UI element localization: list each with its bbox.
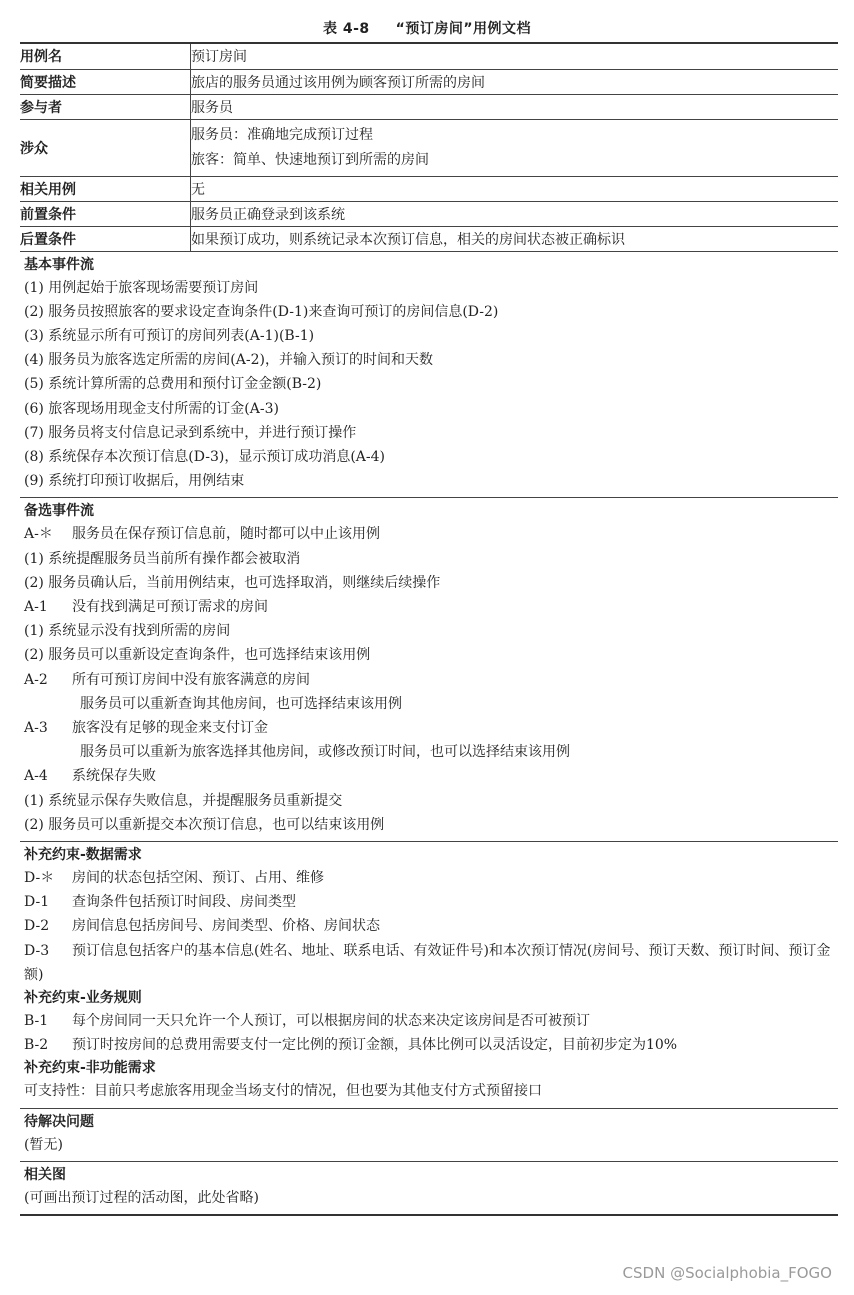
table-number: 表 4-8 xyxy=(322,21,370,37)
item-text: 系统保存失败 xyxy=(72,768,156,785)
section-heading: 相关图 xyxy=(24,1166,66,1183)
meta-row-brief xyxy=(20,69,838,94)
item-text: 房间信息包括房间号、房间类型、价格、房间状态 xyxy=(72,918,380,935)
stakeholder-line: 旅客：简单、快速地预订到所需的房间 xyxy=(191,151,429,168)
meta-label: 简要描述 xyxy=(20,69,191,94)
section-basic-flow xyxy=(20,252,838,499)
item-text: 服务员可以重新查询其他房间，也可选择结束该用例 xyxy=(80,695,402,712)
meta-row-actor xyxy=(20,94,838,119)
stakeholder-line: 服务员：准确地完成预订过程 xyxy=(191,126,373,143)
list-item: (7) 服务员将支付信息记录到系统中，并进行预订操作 xyxy=(24,424,357,441)
list-item xyxy=(24,914,838,938)
list-item xyxy=(24,764,838,788)
list-item: (5) 系统计算所需的总费用和预付订金金额(B-2) xyxy=(24,376,322,393)
item-text: 预订时按房间的总费用需要支付一定比例的预订金额，具体比例可以灵活设定，目前初步定为10% xyxy=(72,1037,678,1054)
section-alt-flow xyxy=(20,498,838,842)
item-text: 所有可预订房间中没有旅客满意的房间 xyxy=(72,671,310,688)
section-heading: 补充约束-非功能需求 xyxy=(24,1060,156,1077)
item-code: A-2 xyxy=(24,671,48,688)
section-data-requirements xyxy=(20,842,838,1109)
meta-label: 前置条件 xyxy=(20,201,191,226)
item-text: (1) 系统显示保存失败信息，并提醒服务员重新提交 xyxy=(24,792,343,809)
item-code: D-3 xyxy=(24,942,50,959)
meta-label: 参与者 xyxy=(20,94,191,119)
section-diagrams xyxy=(20,1162,838,1214)
item-code: A-3 xyxy=(24,719,48,736)
item-code: B-2 xyxy=(24,1037,49,1054)
table-caption xyxy=(0,18,854,38)
use-case-document xyxy=(20,42,838,1216)
list-item xyxy=(24,595,838,619)
item-text: 查询条件包括预订时间段、房间类型 xyxy=(72,894,296,911)
list-item xyxy=(24,789,838,813)
item-text: (1) 系统提醒服务员当前所有操作都会被取消 xyxy=(24,550,301,567)
list-item xyxy=(24,643,838,667)
meta-row-post xyxy=(20,226,838,251)
meta-value: 旅店的服务员通过该用例为顾客预订所需的房间 xyxy=(191,69,839,94)
list-item xyxy=(24,547,838,571)
list-item xyxy=(24,939,838,987)
meta-label: 涉众 xyxy=(20,119,191,176)
list-item: (6) 旅客现场用现金支付所需的订金(A-3) xyxy=(24,400,279,417)
item-code: D-2 xyxy=(24,918,50,935)
list-item xyxy=(24,866,838,890)
meta-value: 服务员正确登录到该系统 xyxy=(191,201,839,226)
item-text: (1) 系统显示没有找到所需的房间 xyxy=(24,623,231,640)
meta-row-stakeholders xyxy=(20,119,838,176)
section-heading: 补充约束-业务规则 xyxy=(24,989,142,1006)
list-item xyxy=(24,522,838,546)
item-code: B-1 xyxy=(24,1012,49,1029)
section-heading: 备选事件流 xyxy=(24,503,94,520)
item-text: 服务员可以重新为旅客选择其他房间，或修改预订时间，也可以选择结束该用例 xyxy=(80,744,570,761)
data-req-lines xyxy=(24,866,838,987)
list-item: (9) 系统打印预订收据后，用例结束 xyxy=(24,473,245,490)
item-code: D-＊ xyxy=(24,869,55,886)
list-item: (暂无) xyxy=(24,1136,63,1153)
item-text: 旅客没有足够的现金来支付订金 xyxy=(72,719,268,736)
meta-label: 相关用例 xyxy=(20,176,191,201)
item-text: (2) 服务员可以重新设定查询条件，也可选择结束该用例 xyxy=(24,647,371,664)
alt-flow-lines xyxy=(24,522,838,837)
list-item: (3) 系统显示所有可预订的房间列表(A-1)(B-1) xyxy=(24,327,315,344)
list-item xyxy=(24,1033,838,1057)
meta-value: 服务员 xyxy=(191,94,839,119)
list-item xyxy=(24,668,838,692)
item-code: A-4 xyxy=(24,768,48,785)
meta-value xyxy=(191,119,839,176)
item-text: 房间的状态包括空闲、预订、占用、维修 xyxy=(72,869,324,886)
meta-row-pre xyxy=(20,201,838,226)
watermark: CSDN @Socialphobia_FOGO xyxy=(622,1264,832,1282)
section-heading: 补充约束-数据需求 xyxy=(24,846,142,863)
list-item: (4) 服务员为旅客选定所需的房间(A-2)，并输入预订的时间和天数 xyxy=(24,352,433,369)
list-item: (2) 服务员按照旅客的要求设定查询条件(D-1)来查询可预订的房间信息(D-2) xyxy=(24,303,499,320)
meta-label: 用例名 xyxy=(20,44,191,69)
item-text: 服务员在保存预订信息前，随时都可以中止该用例 xyxy=(72,526,380,543)
list-item xyxy=(24,716,838,740)
list-item xyxy=(24,571,838,595)
list-item: (可画出预订过程的活动图，此处省略) xyxy=(24,1189,259,1206)
table-title: “预订房间”用例文档 xyxy=(395,21,532,37)
section-heading: 基本事件流 xyxy=(24,256,94,273)
meta-row-name xyxy=(20,44,838,69)
list-item xyxy=(24,813,838,837)
item-code: A-1 xyxy=(24,598,48,615)
list-item xyxy=(24,740,838,764)
list-item xyxy=(24,692,838,716)
list-item: (1) 用例起始于旅客现场需要预订房间 xyxy=(24,279,259,296)
item-text: 预订信息包括客户的基本信息(姓名、地址、联系电话、有效证件号)和本次预订情况(房间号、预订天数、预订时间、预订金额) xyxy=(24,942,831,983)
item-text: 没有找到满足可预订需求的房间 xyxy=(72,598,268,615)
meta-label: 后置条件 xyxy=(20,226,191,251)
list-item xyxy=(24,1009,838,1033)
meta-value: 如果预订成功，则系统记录本次预订信息，相关的房间状态被正确标识 xyxy=(191,226,839,251)
list-item xyxy=(24,619,838,643)
list-item: (8) 系统保存本次预订信息(D-3)，显示预订成功消息(A-4) xyxy=(24,448,385,465)
biz-rule-lines xyxy=(24,1009,838,1057)
meta-value: 无 xyxy=(191,176,839,201)
use-case-meta-table xyxy=(20,44,838,252)
item-text: 每个房间同一天只允许一个人预订，可以根据房间的状态来决定该房间是否可被预订 xyxy=(72,1012,590,1029)
item-code: D-1 xyxy=(24,894,50,911)
meta-row-related xyxy=(20,176,838,201)
section-heading: 待解决问题 xyxy=(24,1113,94,1130)
meta-value: 预订房间 xyxy=(191,44,839,69)
section-open-issues xyxy=(20,1109,838,1162)
item-text: (2) 服务员可以重新提交本次预订信息，也可以结束该用例 xyxy=(24,816,385,833)
list-item: 可支持性：目前只考虑旅客用现金当场支付的情况，但也要为其他支付方式预留接口 xyxy=(24,1083,542,1100)
item-text: (2) 服务员确认后，当前用例结束，也可选择取消，则继续后续操作 xyxy=(24,574,441,591)
item-code: A-＊ xyxy=(24,526,53,543)
list-item xyxy=(24,890,838,914)
